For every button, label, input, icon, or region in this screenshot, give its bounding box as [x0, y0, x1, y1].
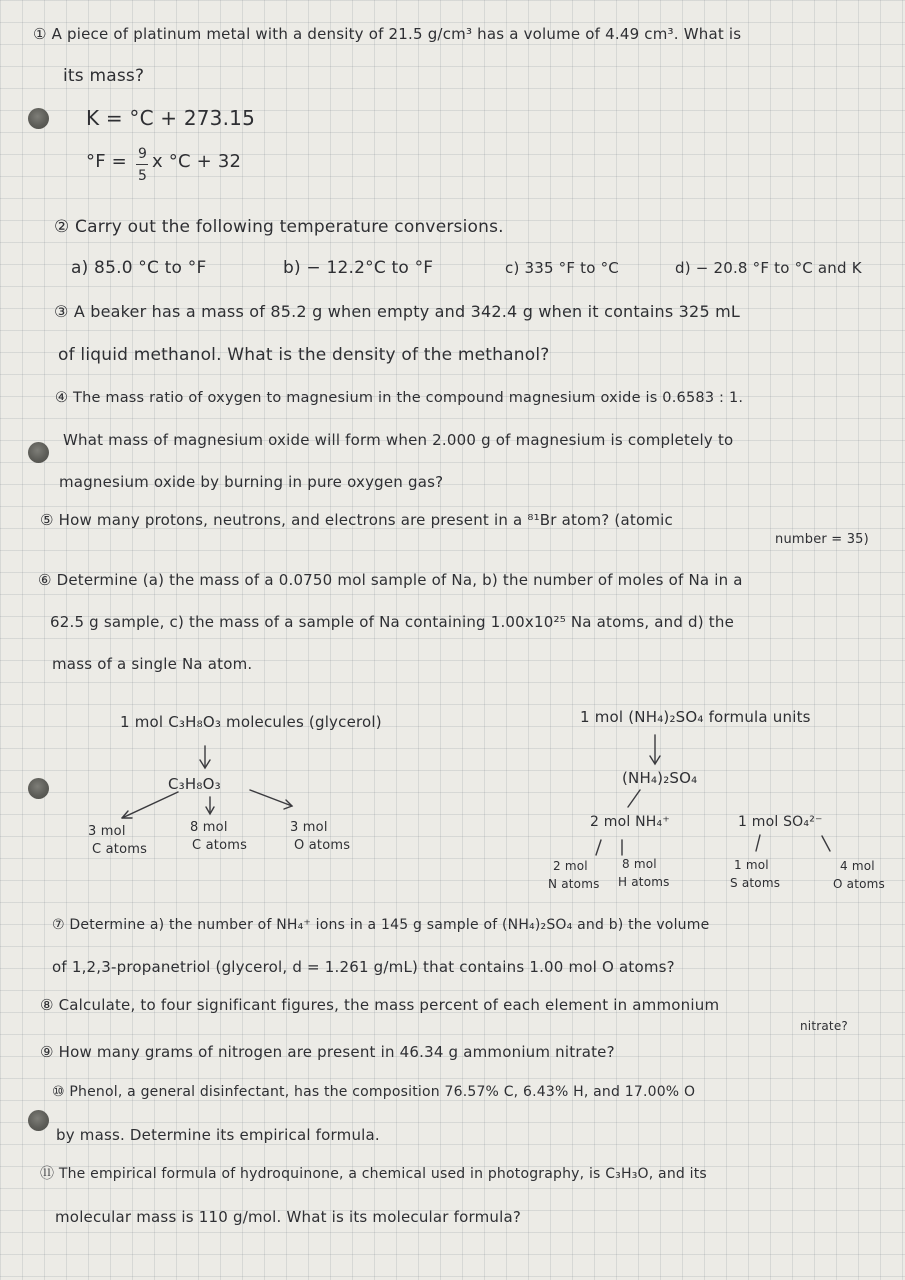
question-6-line-1: ⑥ Determine (a) the mass of a 0.0750 mol sample of Na, b) the number of moles of Na in a: [38, 571, 743, 589]
question-5-line-1: ⑤ How many protons, neutrons, and electrons are present in a ⁸¹Br atom? (atomic: [40, 511, 673, 529]
fahrenheit-formula-start: °F =: [86, 151, 127, 172]
ammonium-ion-count: 2 mol NH₄⁺: [590, 814, 670, 830]
question-4-line-1: ④ The mass ratio of oxygen to magnesium in the compound magnesium oxide is 0.6583 : 1.: [55, 390, 744, 406]
oxygen-count: 4 mol: [840, 859, 875, 873]
conversion-d: d) − 20.8 °F to °C and K: [675, 259, 862, 277]
glycerol-oxygen-count: 3 mol: [290, 820, 328, 835]
glycerol-formula: C₃H₈O₃: [168, 775, 221, 793]
conversion-b: b) − 12.2°C to °F: [283, 258, 434, 278]
glycerol-carbon-label: C atoms: [92, 842, 148, 857]
fahrenheit-formula-end: x °C + 32: [152, 151, 242, 172]
question-6-line-3: mass of a single Na atom.: [52, 655, 253, 673]
glycerol-diagram-title: 1 mol C₃H₈O₃ molecules (glycerol): [120, 713, 382, 731]
glycerol-carbon-count: 3 mol: [88, 824, 126, 839]
fraction-numerator: 9: [138, 146, 148, 162]
sulfur-count: 1 mol: [734, 858, 769, 872]
hydrogen-label: H atoms: [618, 875, 670, 889]
question-4-line-3: magnesium oxide by burning in pure oxygen gas?: [59, 473, 444, 491]
question-4-line-2: What mass of magnesium oxide will form when 2.000 g of magnesium is completely to: [63, 431, 734, 449]
question-7-line-1: ⑦ Determine a) the number of NH₄⁺ ions in a 145 g sample of (NH₄)₂SO₄ and b) the volume: [52, 917, 710, 933]
question-8-line-2: nitrate?: [800, 1019, 848, 1033]
hydrogen-count: 8 mol: [622, 857, 657, 871]
question-11-line-2: molecular mass is 110 g/mol. What is its molecular formula?: [55, 1208, 522, 1226]
glycerol-second-label: C atoms: [192, 838, 248, 853]
kelvin-formula: K = °C + 273.15: [86, 106, 256, 130]
sulfate-ion-count: 1 mol SO₄²⁻: [738, 814, 823, 830]
question-5-line-2: number = 35): [775, 532, 869, 547]
fraction-denominator: 5: [138, 168, 148, 184]
question-10-line-2: by mass. Determine its empirical formula.: [56, 1126, 380, 1144]
question-3-line-2: of liquid methanol. What is the density of the methanol?: [58, 345, 550, 365]
conversion-c: c) 335 °F to °C: [505, 259, 619, 277]
glycerol-oxygen-label: O atoms: [294, 838, 351, 853]
question-1-line-1: ① A piece of platinum metal with a density of 21.5 g/cm³ has a volume of 4.49 cm³. What is: [33, 25, 742, 43]
question-11-line-1: ⑪ The empirical formula of hydroquinone, a chemical used in photography, is C₃H₃O, and its: [40, 1166, 707, 1182]
ammonium-sulfate-formula: (NH₄)₂SO₄: [622, 769, 698, 787]
ammonium-sulfate-diagram-title: 1 mol (NH₄)₂SO₄ formula units: [580, 708, 811, 726]
question-2: ② Carry out the following temperature conversions.: [54, 217, 504, 237]
oxygen-label: O atoms: [833, 877, 886, 891]
nitrogen-label: N atoms: [548, 877, 600, 891]
question-7-line-2: of 1,2,3-propanetriol (glycerol, d = 1.261 g/mL) that contains 1.00 mol O atoms?: [52, 958, 675, 976]
question-6-line-2: 62.5 g sample, c) the mass of a sample of Na containing 1.00x10²⁵ Na atoms, and d) the: [50, 613, 735, 631]
question-8-line-1: ⑧ Calculate, to four significant figures, the mass percent of each element in ammonium: [40, 996, 720, 1014]
nitrogen-count: 2 mol: [553, 859, 588, 873]
glycerol-second-count: 8 mol: [190, 820, 228, 835]
question-9: ⑨ How many grams of nitrogen are present in 46.34 g ammonium nitrate?: [40, 1043, 615, 1061]
question-1-line-2: its mass?: [63, 66, 145, 86]
question-10-line-1: ⑩ Phenol, a general disinfectant, has the composition 76.57% C, 6.43% H, and 17.00% O: [52, 1084, 696, 1100]
question-3-line-1: ③ A beaker has a mass of 85.2 g when empty and 342.4 g when it contains 325 mL: [54, 302, 741, 321]
binder-hole: [28, 1110, 49, 1131]
sulfur-label: S atoms: [730, 876, 781, 890]
conversion-a: a) 85.0 °C to °F: [71, 258, 207, 278]
